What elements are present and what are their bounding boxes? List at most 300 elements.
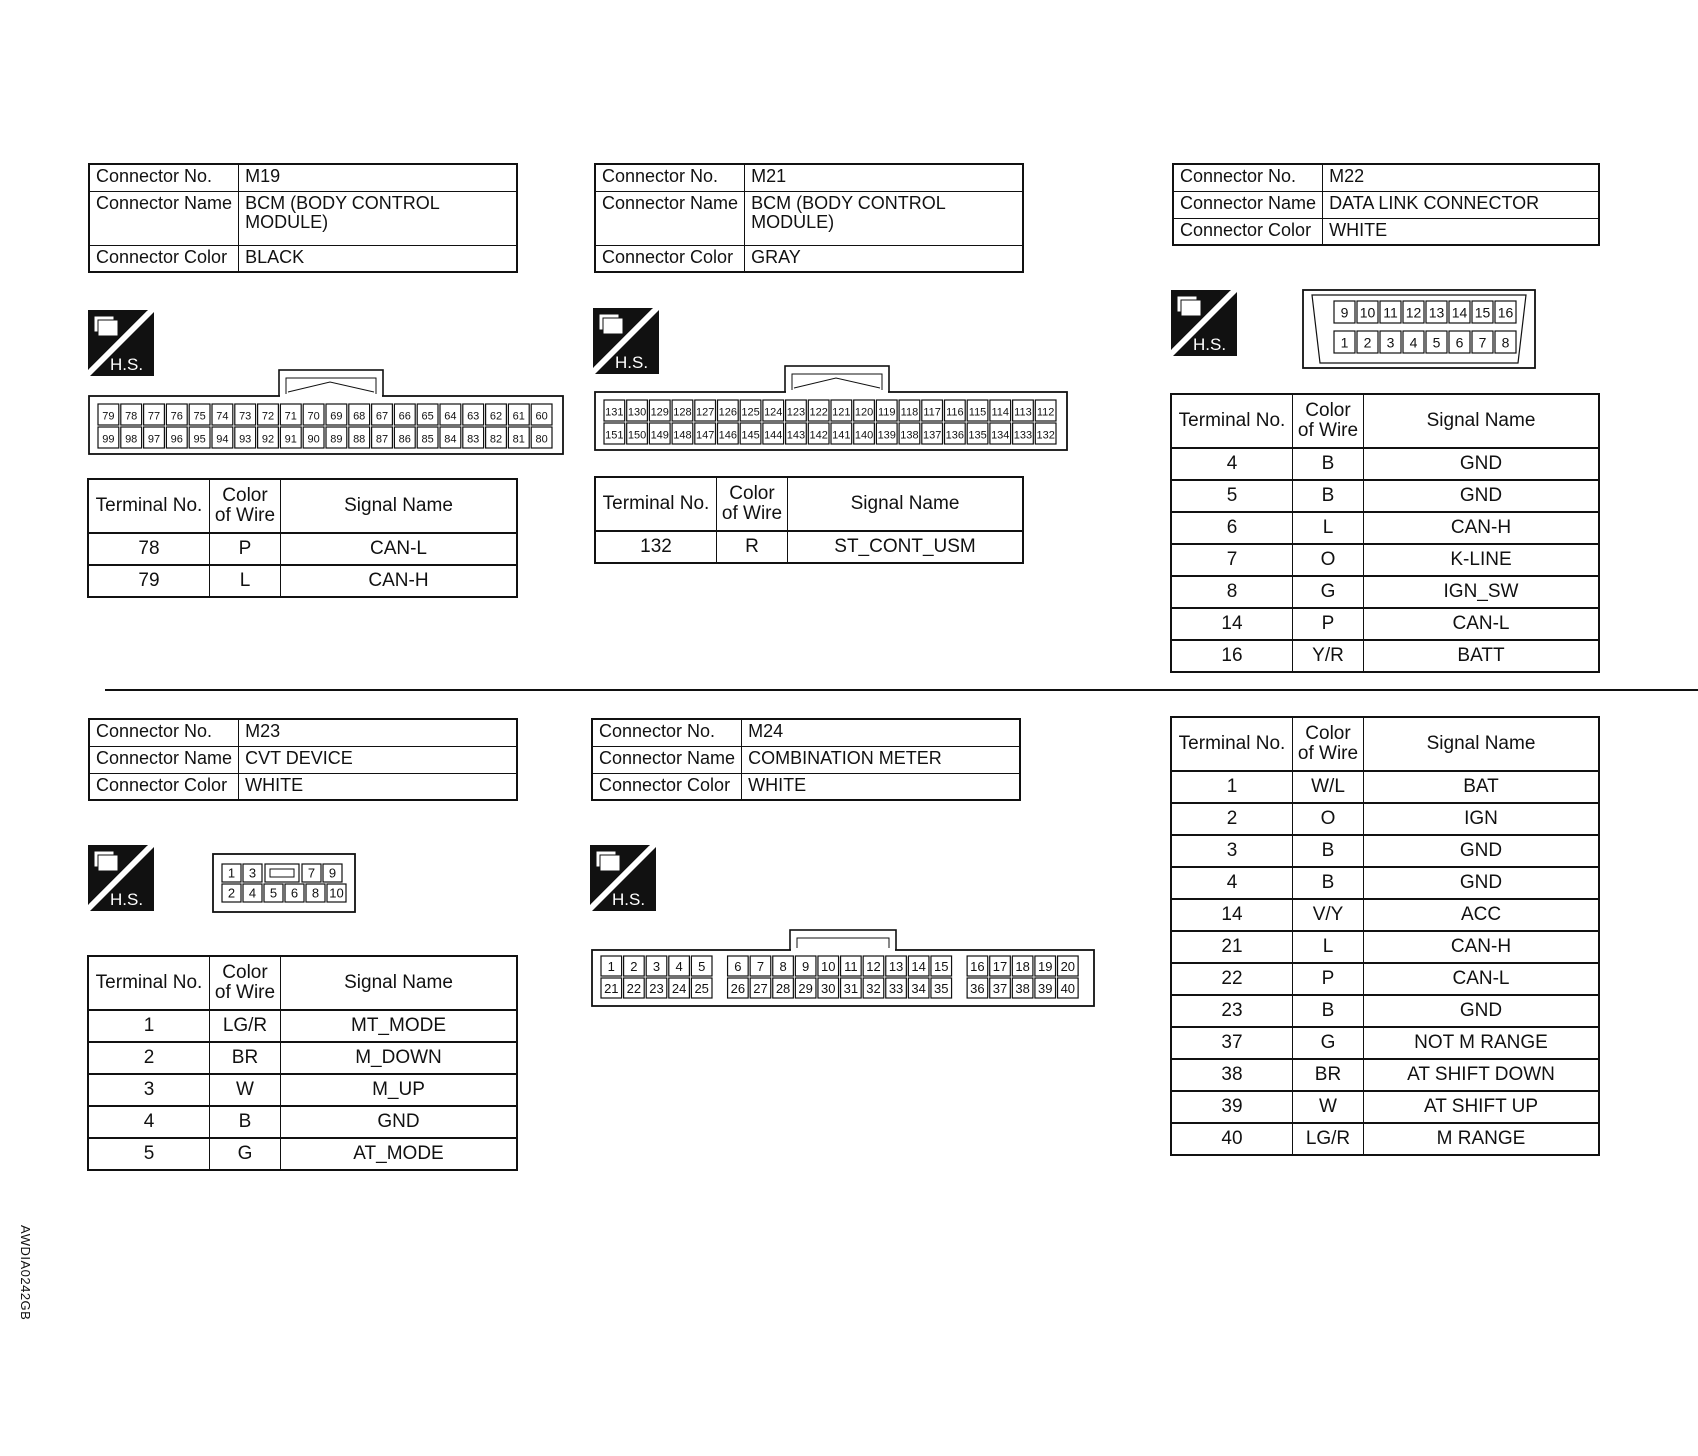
signal-name: K-LINE: [1364, 544, 1600, 576]
terminal-row: [1171, 608, 1599, 640]
connector-no-value: M23: [239, 719, 517, 746]
terminal-row: [1171, 963, 1599, 995]
pin-number: 75: [193, 410, 206, 423]
pin-number: 73: [239, 410, 252, 423]
signal-name: BAT: [1364, 771, 1600, 803]
pin-number: 84: [444, 433, 457, 446]
pin-number: 89: [330, 433, 343, 446]
signal-name: M_UP: [281, 1074, 518, 1106]
harness-side-icon: [590, 845, 656, 911]
wire-color: W: [210, 1074, 281, 1106]
terminal-table-m19: [87, 478, 518, 598]
terminal-row: [1171, 803, 1599, 835]
terminal-table-m21: [594, 476, 1024, 564]
connector-color-value: WHITE: [239, 773, 517, 800]
connector-color-value: GRAY: [745, 245, 1023, 272]
pin-number: 3: [1386, 334, 1395, 351]
pin-number: 90: [307, 433, 320, 446]
pin-number: 112: [1036, 406, 1055, 419]
terminal-no: 1: [1171, 771, 1293, 803]
connector-no-value: M21: [745, 164, 1023, 191]
pin-number: 125: [741, 406, 760, 419]
pin-number: 2: [227, 885, 236, 901]
pin-blank: [270, 869, 294, 877]
hs-label: H.S.: [110, 890, 144, 909]
pin-number: 140: [854, 429, 874, 442]
terminal-no: 79: [88, 565, 210, 597]
pin-number: 85: [421, 433, 434, 446]
pin-number: 28: [775, 980, 791, 996]
connector-no-label: Connector No.: [592, 719, 742, 746]
signal-name: CAN-H: [1364, 512, 1600, 544]
signal-name: CAN-L: [1364, 608, 1600, 640]
wire-color: L: [1293, 931, 1364, 963]
pin-number: 14: [911, 958, 926, 974]
pin-number: 29: [798, 980, 813, 996]
pin-number: 30: [821, 980, 836, 996]
pin-number: 97: [147, 433, 161, 446]
pin-number: 11: [844, 958, 858, 974]
terminal-row: [1171, 1059, 1599, 1091]
pin-number: 7: [307, 865, 316, 881]
terminal-row: [88, 1138, 517, 1170]
lock-gap: [786, 390, 888, 394]
pin-number: 74: [216, 410, 229, 423]
pin-number: 146: [718, 429, 738, 442]
connector-name-value: DATA LINK CONNECTOR: [1323, 191, 1599, 218]
terminal-row: [1171, 771, 1599, 803]
pin-number: 9: [802, 958, 810, 974]
signal-name: M_DOWN: [281, 1042, 518, 1074]
terminal-no-header: Terminal No.: [1171, 394, 1293, 448]
pin-number: 2: [630, 958, 638, 974]
pin-number: 118: [900, 406, 919, 419]
signal-name: CAN-L: [281, 533, 518, 565]
harness-side-icon: [1171, 290, 1237, 356]
pin-number: 35: [934, 980, 949, 996]
terminal-no-header: Terminal No.: [1171, 717, 1293, 771]
connector-name-value: BCM (BODY CONTROL MODULE): [239, 191, 517, 245]
pin-number: 124: [764, 406, 783, 419]
signal-name-header: Signal Name: [788, 477, 1024, 531]
pin-number: 113: [1014, 406, 1032, 419]
harness-side-icon: [88, 310, 154, 376]
pin-number: 99: [102, 433, 115, 446]
terminal-row: [1171, 867, 1599, 899]
pin-number: 139: [877, 429, 896, 442]
pin-number: 5: [1432, 334, 1441, 351]
connector-info-m24: [591, 718, 1021, 801]
signal-name: CAN-H: [281, 565, 518, 597]
terminal-no: 6: [1171, 512, 1293, 544]
terminal-row: [1171, 1123, 1599, 1155]
connector-info-m22: [1172, 163, 1600, 246]
signal-name-header: Signal Name: [1364, 717, 1600, 771]
wire-color: L: [1293, 512, 1364, 544]
terminal-row: [1171, 576, 1599, 608]
pin-number: 86: [398, 433, 411, 446]
connector-no-label: Connector No.: [1173, 164, 1323, 191]
terminal-row: [1171, 835, 1599, 867]
connector-color-label: Connector Color: [595, 245, 745, 272]
terminal-row: [88, 1106, 517, 1138]
pin-number: 76: [170, 410, 183, 423]
terminal-no-header: Terminal No.: [595, 477, 717, 531]
pin-number: 17: [992, 958, 1008, 974]
signal-name: AT SHIFT UP: [1364, 1091, 1600, 1123]
pin-number: 77: [147, 410, 161, 423]
wire-color: B: [1293, 480, 1364, 512]
pin-number: 120: [854, 406, 874, 419]
wire-color: B: [1293, 867, 1364, 899]
pin-number: 5: [698, 958, 706, 974]
signal-name: M RANGE: [1364, 1123, 1600, 1155]
pin-number: 94: [216, 433, 229, 446]
pin-number: 34: [911, 980, 926, 996]
wire-color-header: Color of Wire: [1293, 717, 1364, 771]
pin-number: 5: [269, 885, 278, 901]
connector-no-label: Connector No.: [89, 164, 239, 191]
terminal-row: [88, 565, 517, 597]
terminal-row: [595, 531, 1023, 563]
pin-number: 7: [1478, 334, 1487, 351]
pin-number: 40: [1060, 980, 1076, 996]
pin-number: 14: [1451, 304, 1468, 321]
terminal-no: 5: [88, 1138, 210, 1170]
section-divider: [105, 689, 1698, 691]
pin-number: 95: [193, 433, 206, 446]
terminal-row: [1171, 448, 1599, 480]
terminal-no: 16: [1171, 640, 1293, 672]
wire-color: G: [210, 1138, 281, 1170]
pin-number: 134: [991, 429, 1010, 442]
hs-label: H.S.: [615, 353, 649, 372]
connector-color-value: WHITE: [742, 773, 1020, 800]
terminal-row: [88, 1042, 517, 1074]
terminal-no: 14: [1171, 899, 1293, 931]
signal-name: ST_CONT_USM: [788, 531, 1024, 563]
terminal-row: [1171, 995, 1599, 1027]
wire-color: R: [717, 531, 788, 563]
signal-name: GND: [1364, 480, 1600, 512]
pin-number: 1: [227, 865, 236, 881]
wire-color: V/Y: [1293, 899, 1364, 931]
pin-number: 19: [1037, 958, 1053, 974]
wire-color-header: Color of Wire: [717, 477, 788, 531]
pin-number: 7: [756, 958, 765, 974]
pin-number: 16: [970, 958, 985, 974]
pin-number: 80: [535, 433, 548, 446]
pin-number: 126: [718, 406, 738, 419]
terminal-row: [1171, 1091, 1599, 1123]
wire-color: Y/R: [1293, 640, 1364, 672]
pin-number: 129: [650, 406, 669, 419]
connector-no-value: M22: [1323, 164, 1599, 191]
pin-number: 144: [764, 429, 783, 442]
connector-no-value: M19: [239, 164, 517, 191]
signal-name-header: Signal Name: [1364, 394, 1600, 448]
pin-number: 2: [1363, 334, 1372, 351]
pin-number: 39: [1037, 980, 1053, 996]
wire-color: O: [1293, 803, 1364, 835]
pin-number: 63: [467, 410, 480, 423]
pin-number: 135: [968, 429, 987, 442]
lock-gap: [280, 394, 382, 398]
pin-number: 61: [512, 410, 525, 423]
terminal-row: [1171, 480, 1599, 512]
pin-number: 11: [1383, 304, 1398, 321]
pin-number: 128: [673, 406, 692, 419]
pin-number: 69: [330, 410, 343, 423]
connector-body: [213, 854, 355, 912]
pin-number: 64: [444, 410, 457, 423]
terminal-no: 39: [1171, 1091, 1293, 1123]
pin-number: 13: [1428, 304, 1445, 321]
wire-color: B: [1293, 448, 1364, 480]
pin-number: 91: [284, 433, 297, 446]
wire-color: W/L: [1293, 771, 1364, 803]
pin-number: 4: [1409, 334, 1418, 351]
pin-number: 66: [398, 410, 411, 423]
terminal-row: [1171, 544, 1599, 576]
figure-code: AWDIA0242GB: [18, 1225, 33, 1321]
signal-name: GND: [1364, 867, 1600, 899]
wire-color: B: [1293, 835, 1364, 867]
signal-name: GND: [1364, 448, 1600, 480]
pin-number: 130: [627, 406, 647, 419]
wire-color: G: [1293, 1027, 1364, 1059]
terminal-no-header: Terminal No.: [88, 479, 210, 533]
pin-number: 33: [888, 980, 904, 996]
pin-number: 83: [467, 433, 480, 446]
terminal-no: 14: [1171, 608, 1293, 640]
pin-number: 3: [248, 865, 257, 881]
pin-number: 79: [102, 410, 115, 423]
pin-number: 70: [307, 410, 320, 423]
pin-number: 60: [535, 410, 548, 423]
pin-number: 92: [261, 433, 275, 446]
pin-number: 115: [968, 406, 987, 419]
signal-name: GND: [1364, 995, 1600, 1027]
terminal-no: 23: [1171, 995, 1293, 1027]
pin-number: 78: [125, 410, 138, 423]
terminal-no: 3: [1171, 835, 1293, 867]
signal-name: GND: [281, 1106, 518, 1138]
terminal-no: 37: [1171, 1027, 1293, 1059]
pin-number: 10: [329, 885, 344, 901]
wire-color: LG/R: [210, 1010, 281, 1042]
connector-face-m21: [594, 364, 1068, 452]
connector-color-value: WHITE: [1323, 218, 1599, 245]
pin-number: 132: [1036, 429, 1055, 442]
wire-color: P: [210, 533, 281, 565]
terminal-table-m24: [1170, 716, 1600, 1156]
wire-color: L: [210, 565, 281, 597]
terminal-no: 3: [88, 1074, 210, 1106]
pin-number: 117: [923, 406, 941, 419]
connector-name-label: Connector Name: [592, 746, 742, 773]
pin-number: 122: [809, 406, 828, 419]
pin-number: 133: [1013, 429, 1033, 442]
signal-name: AT_MODE: [281, 1138, 518, 1170]
hs-label: H.S.: [612, 890, 646, 909]
terminal-no: 132: [595, 531, 717, 563]
pin-number: 20: [1060, 958, 1076, 974]
pin-number: 24: [671, 980, 687, 996]
pin-number: 1: [1340, 334, 1349, 351]
pin-number: 10: [821, 958, 836, 974]
pin-number: 27: [753, 980, 768, 996]
pin-number: 37: [992, 980, 1008, 996]
harness-side-icon: [88, 845, 154, 911]
connector-face-m24: [591, 928, 1095, 1008]
terminal-row: [1171, 640, 1599, 672]
terminal-table-m22: [1170, 393, 1600, 673]
pin-number: 96: [170, 433, 183, 446]
connector-name-label: Connector Name: [89, 191, 239, 245]
pin-number: 116: [946, 406, 964, 419]
pin-number: 4: [248, 885, 257, 901]
connector-color-label: Connector Color: [592, 773, 742, 800]
pin-number: 62: [489, 410, 503, 423]
connector-info-m23: [88, 718, 518, 801]
pin-number: 26: [730, 980, 746, 996]
terminal-row: [88, 1010, 517, 1042]
pin-number: 1: [607, 958, 615, 974]
pin-number: 67: [375, 410, 389, 423]
connector-no-label: Connector No.: [595, 164, 745, 191]
pin-number: 4: [675, 958, 683, 974]
wire-color: BR: [1293, 1059, 1364, 1091]
pin-number: 121: [832, 406, 851, 419]
pin-number: 15: [934, 958, 949, 974]
pin-number: 32: [866, 980, 881, 996]
connector-info-m19: [88, 163, 518, 273]
signal-name: CAN-H: [1364, 931, 1600, 963]
pin-number: 9: [1340, 304, 1349, 321]
terminal-no: 40: [1171, 1123, 1293, 1155]
connector-face-m19: [88, 368, 564, 456]
pin-number: 119: [877, 406, 896, 419]
pin-number: 114: [991, 406, 1010, 419]
pin-number: 38: [1015, 980, 1030, 996]
pin-number: 127: [695, 406, 715, 419]
pin-number: 82: [489, 433, 503, 446]
terminal-no: 4: [1171, 448, 1293, 480]
signal-name: NOT M RANGE: [1364, 1027, 1600, 1059]
pin-number: 16: [1497, 304, 1514, 321]
pin-number: 137: [922, 429, 942, 442]
connector-no-value: M24: [742, 719, 1020, 746]
signal-name-header: Signal Name: [281, 956, 518, 1010]
terminal-row: [1171, 1027, 1599, 1059]
connector-color-label: Connector Color: [1173, 218, 1323, 245]
signal-name: BATT: [1364, 640, 1600, 672]
pin-number: 36: [970, 980, 985, 996]
terminal-no: 38: [1171, 1059, 1293, 1091]
pin-number: 15: [1474, 304, 1491, 321]
wire-color: B: [1293, 995, 1364, 1027]
signal-name: IGN_SW: [1364, 576, 1600, 608]
pin-number: 141: [832, 429, 851, 442]
signal-name: ACC: [1364, 899, 1600, 931]
pin-number: 9: [328, 865, 337, 881]
terminal-row: [88, 533, 517, 565]
terminal-table-m23: [87, 955, 518, 1171]
pin-number: 149: [650, 429, 669, 442]
terminal-no: 8: [1171, 576, 1293, 608]
terminal-no: 5: [1171, 480, 1293, 512]
hs-label: H.S.: [1193, 335, 1227, 354]
terminal-row: [1171, 899, 1599, 931]
terminal-no: 1: [88, 1010, 210, 1042]
pin-number: 68: [353, 410, 366, 423]
pin-number: 13: [888, 958, 904, 974]
pin-number: 123: [786, 406, 806, 419]
pin-number: 138: [900, 429, 919, 442]
pin-number: 31: [843, 980, 859, 996]
pin-number: 22: [626, 980, 642, 996]
pin-number: 12: [1405, 304, 1422, 321]
terminal-row: [1171, 931, 1599, 963]
terminal-no: 22: [1171, 963, 1293, 995]
wire-color: O: [1293, 544, 1364, 576]
wire-color-header: Color of Wire: [1293, 394, 1364, 448]
pin-number: 150: [627, 429, 647, 442]
connector-face-m22: [1302, 289, 1536, 369]
pin-number: 148: [673, 429, 692, 442]
pin-number: 131: [605, 406, 624, 419]
pin-number: 142: [809, 429, 828, 442]
pin-number: 10: [1359, 304, 1376, 321]
pin-number: 72: [261, 410, 275, 423]
signal-name: IGN: [1364, 803, 1600, 835]
connector-name-value: CVT DEVICE: [239, 746, 517, 773]
terminal-no: 4: [1171, 867, 1293, 899]
pin-number: 6: [290, 885, 299, 901]
pin-number: 147: [695, 429, 715, 442]
wire-color: G: [1293, 576, 1364, 608]
pin-number: 6: [734, 958, 742, 974]
pin-number: 145: [741, 429, 760, 442]
terminal-no: 4: [88, 1106, 210, 1138]
wire-color: P: [1293, 608, 1364, 640]
terminal-row: [1171, 512, 1599, 544]
hs-label: H.S.: [110, 355, 144, 374]
connector-color-value: BLACK: [239, 245, 517, 272]
connector-no-label: Connector No.: [89, 719, 239, 746]
pin-number: 12: [866, 958, 881, 974]
signal-name-header: Signal Name: [281, 479, 518, 533]
wire-color: P: [1293, 963, 1364, 995]
terminal-row: [88, 1074, 517, 1106]
wire-color: BR: [210, 1042, 281, 1074]
connector-face-m23: [212, 853, 356, 913]
connector-name-value: COMBINATION METER: [742, 746, 1020, 773]
pin-number: 88: [353, 433, 366, 446]
wire-color: LG/R: [1293, 1123, 1364, 1155]
signal-name: GND: [1364, 835, 1600, 867]
connector-name-value: BCM (BODY CONTROL MODULE): [745, 191, 1023, 245]
terminal-no: 2: [88, 1042, 210, 1074]
pin-number: 21: [604, 980, 619, 996]
connector-color-label: Connector Color: [89, 245, 239, 272]
pin-number: 151: [605, 429, 624, 442]
pin-number: 98: [125, 433, 138, 446]
pin-number: 8: [311, 885, 320, 901]
connector-name-label: Connector Name: [89, 746, 239, 773]
connector-color-label: Connector Color: [89, 773, 239, 800]
